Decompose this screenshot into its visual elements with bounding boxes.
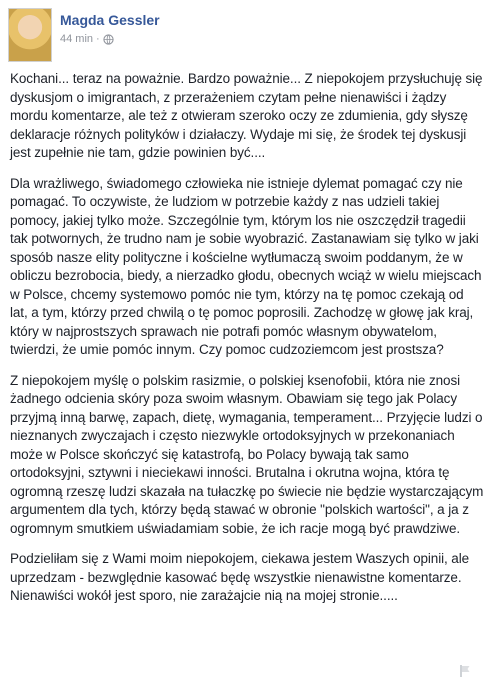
flag-icon[interactable] bbox=[458, 664, 472, 678]
post-timestamp[interactable]: 44 min bbox=[60, 33, 94, 45]
post-body bbox=[10, 70, 484, 618]
post-paragraph: Dla wrażliwego, świadomego człowieka nie istnieje dylemat pomagać czy nie pomagać. To oczywiste, że ludziom w potrzebie każdy z nas udzieli takiej pomocy, jakiej tylko może. Szczególnie tym, którym los nie oszczędził tragedii tak potwornych, że trudno nam je sobie wyobrazić. Zastanawiam się tylko w jaki sposób nasze elity polityczne i kościelne wytłumaczą swoim poddanym, że w obliczu bezrobocia, biedy, a nierzadko głodu, obecnych wciąż w wielu miejscach w Polsce, chcemy systemowo pomóc nie tym, którzy na tę pomoc czekają od lat, a tym, którzy przed chwilą o tę pomoc poprosili. Zachodzę w głowę jak kraj, który w najprostszych sprawach nie potrafi pomóc własnym obywatelom, twierdzi, że umie pomóc innym. Czy pomoc cudzoziemcom jest prostsza? bbox=[10, 175, 482, 357]
post-header bbox=[8, 6, 478, 62]
post-paragraph: Z niepokojem myślę o polskim rasizmie, o polskiej ksenofobii, która nie znosi żadnego odcienia skóry poza swoim własnym. Obawiam się tego jak Polacy przyjmą inną barwę, zapach, dietę, wymagania, temperament... Przyjęcie ludzi o nieznanych zwyczajach i często niezwykle ortodoksyjnych w przekonaniach może w Polsce skończyć się katastrofą, bo Polacy bywają tak samo ortodoksyjni, sztywni i nieciekawi inności. Brutalna i okrutna wojna, która tę ogromną rzeszę ludzi skazała na tułaczkę po świecie nie będzie wystarczającym argumentem dla tych, którzy będą stawać w obronie "polskich wartości", a ja z ogromnym smutkiem uświadamiam sobie, że ich racje mogą być prawdziwe. bbox=[10, 372, 484, 536]
post-meta bbox=[60, 33, 114, 45]
meta-separator: · bbox=[96, 33, 100, 45]
post-paragraph: Podzieliłam się z Wami moim niepokojem, ciekawa jestem Waszych opinii, ale uprzedzam - bezwględnie kasować będę wszystkie nienawistne komentarze. Nienawiści wokół jest sporo, nie zarażajcie nią na mojej stronie..... bbox=[10, 551, 470, 603]
author-name[interactable]: Magda Gessler bbox=[60, 12, 160, 28]
avatar[interactable] bbox=[8, 8, 52, 62]
globe-icon[interactable] bbox=[103, 34, 114, 45]
post-paragraph: Kochani... teraz na poważnie. Bardzo poważnie... Z niepokojem przysłuchuję się dyskusjom o imigrantach, z przerażeniem czytam pełne nienawiści i żądzy mordu komentarze, ale też z otwieram szeroko oczy ze zdumienia, gdy słyszę deklaracje różnych polityków i działaczy. Wydaje mi się, że środek tej dyskusji jest zupełnie nie tam, gdzie powinien być.... bbox=[10, 71, 483, 160]
